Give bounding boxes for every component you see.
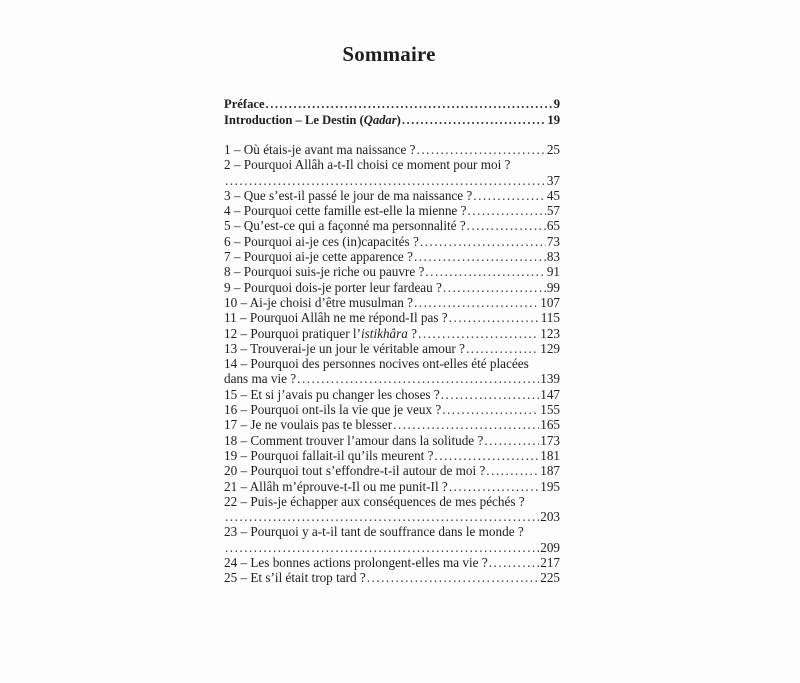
page-number: 37 — [546, 172, 560, 188]
entry-title-text: 23 – Pourquoi y a-t-il tant de souffrance dans le monde ? — [224, 524, 524, 540]
dot-leader — [225, 173, 546, 188]
toc-entry-continuation — [224, 540, 560, 555]
dot-leader — [467, 203, 545, 218]
entry-title — [224, 570, 366, 585]
dot-leader — [442, 402, 539, 417]
dot-leader — [449, 310, 540, 325]
front-matter — [224, 96, 560, 128]
toc-entry — [224, 402, 560, 417]
entry-title-text: 12 – Pourquoi pratiquer l’ — [224, 325, 361, 341]
page-number: 65 — [546, 218, 560, 234]
page-number: 203 — [540, 509, 560, 525]
toc-entry — [224, 112, 560, 128]
entry-title — [224, 356, 529, 371]
entry-title-text: 9 – Pourquoi dois-je porter leur fardeau ? — [224, 279, 442, 295]
dot-leader — [467, 218, 546, 233]
entry-title — [224, 295, 413, 310]
entry-title — [224, 387, 440, 402]
entry-title — [224, 280, 442, 295]
entry-title — [224, 341, 465, 356]
page-number: 91 — [546, 264, 560, 280]
entry-title-italic: istikhâra — [360, 325, 408, 341]
toc-entry — [224, 433, 560, 448]
entry-title — [224, 249, 413, 264]
page-number: 99 — [546, 279, 560, 295]
toc-entry-continuation — [224, 509, 560, 524]
page-number: 195 — [540, 478, 560, 494]
page-number: 155 — [540, 402, 560, 418]
page-number: 123 — [540, 325, 560, 341]
toc-entry-first-line — [224, 356, 560, 371]
dot-leader — [402, 112, 547, 128]
entry-title — [224, 96, 265, 112]
entry-title — [224, 448, 434, 463]
table-of-contents — [224, 96, 560, 586]
toc-entry — [224, 326, 560, 341]
page-number: 73 — [546, 233, 560, 249]
dot-leader — [473, 188, 546, 203]
toc-entry — [224, 234, 560, 249]
entry-title-text: 16 – Pourquoi ont-ils la vie que je veux ? — [224, 402, 442, 418]
page-number: 83 — [546, 249, 560, 265]
entry-title — [224, 479, 448, 494]
entry-title — [224, 555, 488, 570]
toc-entry — [224, 387, 560, 402]
entry-title — [224, 310, 448, 325]
entry-title-text: 22 – Puis-je échapper aux conséquences de mes péchés ? — [224, 493, 525, 509]
page-number: 25 — [546, 142, 560, 157]
toc-entry — [224, 249, 560, 264]
page-number: 139 — [540, 371, 560, 387]
dot-leader — [414, 249, 546, 264]
entry-title — [224, 463, 485, 478]
entry-title-text: Introduction – Le Destin ( — [224, 113, 364, 127]
entry-title-text: 8 – Pourquoi suis-je riche ou pauvre ? — [224, 264, 425, 280]
section-gap — [224, 128, 560, 142]
entry-title — [224, 524, 524, 539]
dot-leader — [441, 387, 540, 402]
toc-entry — [224, 448, 560, 463]
toc-entry — [224, 310, 560, 325]
page-number: 165 — [540, 417, 560, 433]
entry-title-suffix: ) — [396, 113, 401, 127]
toc-entry — [224, 463, 560, 478]
dot-leader — [466, 341, 539, 356]
toc-entry-first-line — [224, 157, 560, 172]
entry-title-text: 24 – Les bonnes actions prolongent-elles ma vie ? — [224, 555, 488, 571]
dot-leader — [420, 234, 546, 249]
toc-entry — [224, 280, 560, 295]
page-number: 107 — [540, 294, 560, 310]
entry-title — [224, 157, 510, 172]
toc-entry — [224, 188, 560, 203]
dot-leader — [484, 433, 539, 448]
entry-title-text: 18 – Comment trouver l’amour dans la solitude ? — [224, 432, 484, 448]
entry-continuation: dans ma vie ? — [224, 371, 297, 387]
entry-title — [224, 433, 483, 448]
toc-entry — [224, 417, 560, 432]
dot-leader — [486, 463, 539, 478]
entry-title — [224, 112, 401, 128]
entry-title — [224, 326, 417, 341]
dot-leader — [418, 326, 539, 341]
page-number: 187 — [540, 463, 560, 479]
page-number: 147 — [540, 386, 560, 402]
page-number: 57 — [546, 203, 560, 219]
entry-title-suffix: ? — [407, 325, 418, 341]
toc-entry — [224, 96, 560, 112]
page-number: 225 — [540, 570, 560, 586]
page-number: 129 — [540, 340, 560, 356]
entry-title — [224, 417, 392, 432]
page-number: 209 — [540, 539, 560, 555]
entry-title-text: Préface — [224, 97, 265, 111]
entry-title-text: 17 – Je ne voulais pas te blesser — [224, 417, 393, 433]
dot-leader — [225, 540, 539, 555]
entry-title-text: 11 – Pourquoi Allâh ne me répond-Il pas ? — [224, 310, 448, 326]
dot-leader — [435, 448, 540, 463]
entry-title — [224, 218, 466, 233]
entry-title — [224, 234, 419, 249]
page-number: 217 — [540, 555, 560, 571]
entry-title — [224, 203, 466, 218]
dot-leader — [367, 570, 539, 585]
page-number: 173 — [540, 432, 560, 448]
toc-entry — [224, 479, 560, 494]
entry-title-text: 25 – Et s’il était trop tard ? — [224, 570, 366, 586]
dot-leader — [414, 295, 539, 310]
chapter-list — [224, 142, 560, 586]
entry-title-text: 15 – Et si j’avais pu changer les choses ? — [224, 386, 440, 402]
entry-title — [224, 402, 441, 417]
entry-title-text: 13 – Trouverai-je un jour le véritable amour ? — [224, 340, 465, 356]
toc-entry-continuation — [224, 371, 560, 386]
page-number: 45 — [546, 187, 560, 203]
dot-leader — [489, 555, 540, 570]
entry-title — [224, 188, 472, 203]
toc-entry — [224, 555, 560, 570]
entry-title-text: 6 – Pourquoi ai-je ces (in)capacités ? — [224, 233, 419, 249]
entry-title-text: 5 – Qu’est-ce qui a façonné ma personnalité ? — [224, 218, 466, 234]
entry-title-text: 7 – Pourquoi ai-je cette apparence ? — [224, 249, 413, 265]
entry-title — [224, 264, 424, 279]
entry-title — [224, 494, 525, 509]
toc-entry-continuation — [224, 173, 560, 188]
entry-title-text: 14 – Pourquoi des personnes nocives ont-elles été placées — [224, 356, 529, 372]
entry-title-text: 1 – Où étais-je avant ma naissance ? — [224, 142, 416, 157]
toc-entry — [224, 142, 560, 157]
dot-leader — [449, 479, 539, 494]
toc-entry — [224, 264, 560, 279]
entry-title-text: 19 – Pourquoi fallait-il qu’ils meurent ? — [224, 447, 434, 463]
dot-leader — [417, 142, 546, 157]
toc-entry-first-line — [224, 524, 560, 539]
entry-title-text: 20 – Pourquoi tout s’effondre-t-il autour de moi ? — [224, 463, 486, 479]
toc-entry — [224, 218, 560, 233]
entry-title-text: 10 – Ai-je choisi d’être musulman ? — [224, 294, 413, 310]
page-number: 19 — [547, 113, 560, 127]
page-number: 181 — [540, 447, 560, 463]
toc-entry — [224, 341, 560, 356]
toc-entry — [224, 203, 560, 218]
toc-entry-first-line — [224, 494, 560, 509]
entry-title-text: 21 – Allâh m’éprouve-t-Il ou me punit-Il ? — [224, 478, 448, 494]
page-title: Sommaire — [342, 42, 436, 66]
entry-title-text: 2 – Pourquoi Allâh a-t-Il choisi ce moment pour moi ? — [224, 157, 511, 173]
toc-entry — [224, 570, 560, 585]
dot-leader — [225, 509, 539, 524]
entry-title-text: 3 – Que s’est-il passé le jour de ma naissance ? — [224, 187, 473, 203]
dot-leader — [393, 417, 539, 432]
dot-leader — [425, 264, 545, 279]
dot-leader — [443, 280, 546, 295]
page-number: 115 — [540, 310, 560, 326]
page-number: 9 — [553, 97, 560, 111]
dot-leader — [266, 96, 553, 112]
entry-title — [224, 142, 416, 157]
entry-title-italic: Qadar — [363, 113, 397, 127]
dot-leader — [297, 371, 539, 386]
entry-title-text: 4 – Pourquoi cette famille est-elle la mienne ? — [224, 203, 467, 219]
toc-entry — [224, 295, 560, 310]
